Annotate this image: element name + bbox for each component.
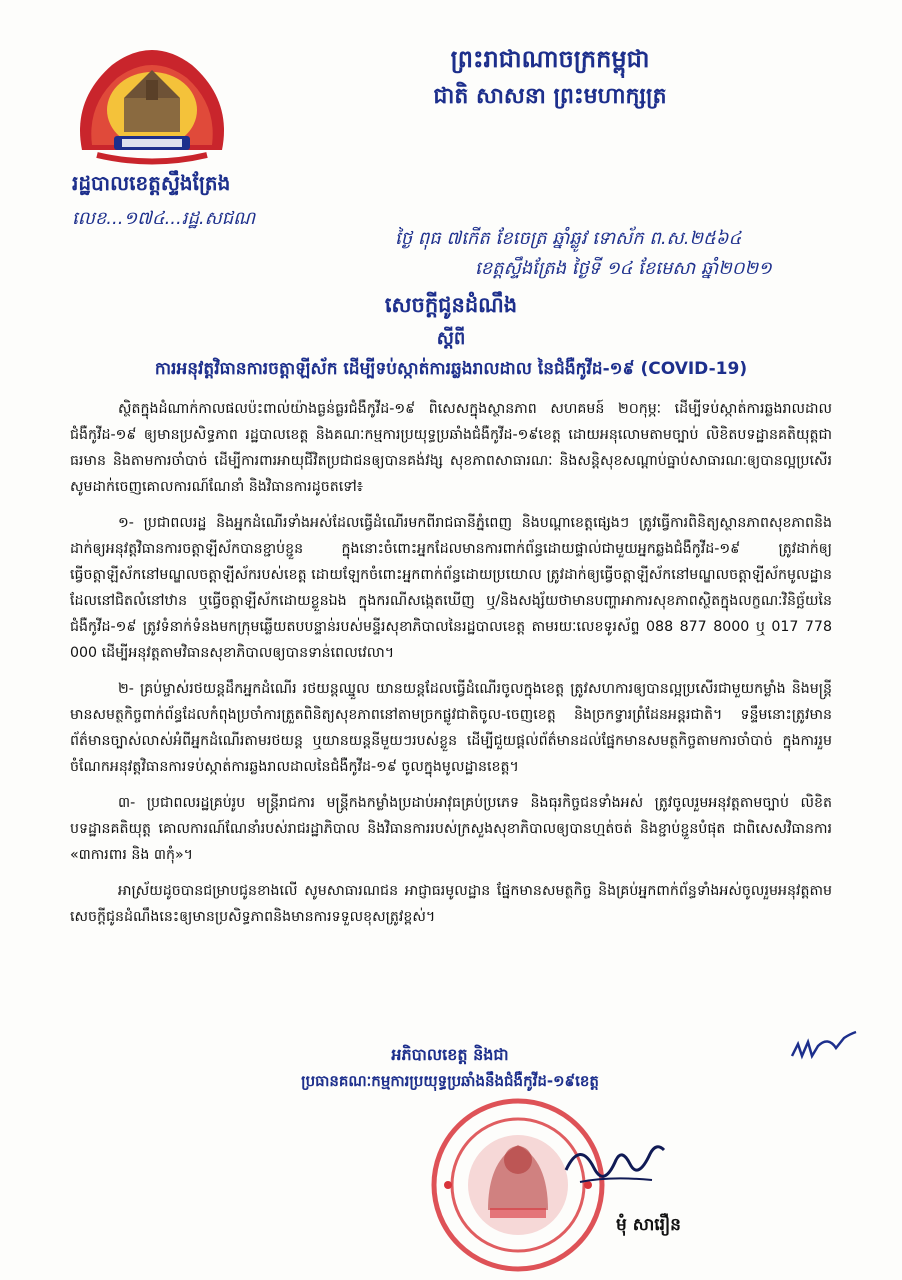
solar-date: ខេត្តស្ទឹងត្រែង ថ្ងៃទី ១៤ ខែមេសា ឆ្នាំ២០២១: [475, 258, 772, 279]
handwritten-signature: [560, 1130, 670, 1200]
notice-subtitle: ស្ដីពី: [436, 328, 466, 349]
signer-role-governor: អភិបាលខេត្ត និងជា: [391, 1045, 509, 1064]
lunar-date: ថ្ងៃ ពុធ ៧កើត ខែចេត្រ ឆ្នាំឆ្លូវ ទោស័ក ព.ស.២៥៦៤: [395, 228, 742, 249]
initials-mark: [788, 1026, 860, 1068]
national-motto: ជាតិ សាសនា ព្រះមហាក្សត្រ: [433, 84, 667, 109]
kingdom-heading: ព្រះរាជាណាចក្រកម្ពុជា: [450, 45, 650, 73]
notice-body: [70, 396, 832, 940]
reference-number: លេខ.​..១៧៤...រដ្ឋ.សជណ: [72, 208, 256, 229]
signer-name: មុំ សារឿន: [616, 1215, 681, 1235]
notice-title: សេចក្ដីជូនដំណឹង: [384, 293, 518, 317]
notice-topic: ការអនុវត្តវិធានការចត្តាឡីស័ក ដើម្បីទប់ស្កាត់ការឆ្លងរាលដាល នៃជំងឺកូវីដ-១៩ (COVID-19): [154, 359, 748, 379]
closing-paragraph: អាស្រ័យដូចបានជម្រាបជូនខាងលើ សូមសាធារណជន អាជ្ញាធរមូលដ្ឋាន ផ្នែកមានសមត្ថកិច្ច និងគ្រប់អ្នកពាក់ព័ន្ធទាំងអស់ចូលរួមអនុវត្តតាមសេចក្ដីជូនដំណឹងនេះឲ្យមានប្រសិទ្ធភាពនិងមានការទទួលខុសត្រូវខ្ពស់។: [70, 883, 832, 925]
signer-role-committee-chair: ប្រធានគណៈកម្មការប្រយុទ្ធប្រឆាំងនឹងជំងឺកូវីដ-១៩ខេត្ត: [301, 1072, 599, 1090]
intro-paragraph: ស្ថិតក្នុងដំណាក់កាលផលប៉ះពាល់យ៉ាងធ្ងន់ធ្ងរជំងឺកូវីដ-១៩ ពិសេសក្នុងស្ថានភាព សហគមន៍ ២០កុម្ភៈ ដើម្បីទប់ស្កាត់ការឆ្លងរាលដាលជំងឺកូវីដ-១៩ ឲ្យមានប្រសិទ្ធភាព រដ្ឋបាលខេត្ត និងគណៈកម្មការប្រយុទ្ធប្រឆាំងជំងឺកូវីដ-១៩ខេត្ត ដោយអនុលោមតាមច្បាប់ លិខិតបទដ្ឋានគតិយុត្តជាធរមាន និងតាមការចាំបាច់ ដើម្បីការពារអាយុជីវិតប្រជាជនឲ្យបានគង់វង្ស សុខភាពសាធារណៈ និងសន្តិសុខសណ្ដាប់ធ្នាប់សាធារណៈឲ្យបានល្អប្រសើរ សូមដាក់ចេញគោលការណ៍ណែនាំ និងវិធានការដូចតទៅ៖: [70, 401, 832, 495]
issuing-authority: រដ្ឋបាលខេត្តស្ទឹងត្រែង: [72, 171, 231, 195]
cambodia-emblem-logo: [62, 40, 242, 170]
point-1-paragraph: ១- ប្រជាពលរដ្ឋ និងអ្នកដំណើរទាំងអស់ដែលធ្វើដំណើរមកពីរាជធានីភ្នំពេញ និងបណ្ដាខេត្តផ្សេងៗ ត្រូវធ្វើការពិនិត្យស្ថានភាពសុខភាពនិងដាក់ឲ្យអនុវត្តវិធានការចត្តាឡីស័កបានខ្ជាប់ខ្ជួន ក្នុងនោះចំពោះអ្នកដែលមានការពាក់ព័ន្ធដោយផ្ទាល់ជាមួយអ្នកឆ្លងជំងឺកូវីដ-១៩ ត្រូវដាក់ឲ្យធ្វើចត្តាឡីស័កនៅមណ្ឌលចត្តាឡីស័ករបស់ខេត្ត ដោយឡែកចំពោះអ្នកពាក់ព័ន្ធដោយប្រយោល ត្រូវដាក់ឲ្យធ្វើចត្តាឡីស័កនៅមណ្ឌលចត្តាឡីស័កមូលដ្ឋានដែលនៅជិតលំនៅឋាន ឬធ្វើចត្តាឡីស័កដោយខ្លួនឯង ក្នុងករណីសង្កេតឃើញ ឬ/និងសង្ស័យថាមានបញ្ហាអាការសុខភាពស្ថិតក្នុងលក្ខណៈវិនិច្ឆ័យនៃជំងឺកូវីដ-១៩ ត្រូវទំនាក់ទំនងមកក្រុមឆ្លើយតបបន្ទាន់របស់មន្ទីរសុខាភិបាលនៃរដ្ឋបាលខេត្ត តាមរយៈលេខទូរស័ព្ទ 088 877 8000 ឬ 017 778 000 ដើម្បីអនុវត្តតាមវិធានសុខាភិបាលឲ្យបានទាន់ពេលវេលា។: [70, 515, 832, 661]
point-2-paragraph: ២- គ្រប់ម្ចាស់រថយន្តដឹកអ្នកដំណើរ រថយន្តឈ្នួល យានយន្តដែលធ្វើដំណើរចូលក្នុងខេត្ត ត្រូវសហការឲ្យបានល្អប្រសើរជាមួយកម្លាំង និងមន្ត្រីមានសមត្ថកិច្ចពាក់ព័ន្ធដែលកំពុងប្រចាំការត្រួតពិនិត្យសុខភាពនៅតាមច្រកផ្លូវជាតិចូល-ចេញខេត្ត និងច្រកទ្វារព្រំដែនអន្តរជាតិ។ ទន្ទឹមនោះត្រូវមានព័ត៌មានច្បាស់លាស់អំពីអ្នកដំណើរតាមរថយន្ត ឬយានយន្តនីមួយៗរបស់ខ្លួន ដើម្បីជួយផ្ដល់ព័ត៌មានដល់ផ្នែកមានសមត្ថកិច្ចតាមការចាំបាច់ ក្នុងការរួមចំណែកអនុវត្តវិធានការទប់ស្កាត់ការឆ្លងរាលដាលនៃជំងឺកូវីដ-១៩ ចូលក្នុងមូលដ្ឋានខេត្ត។: [70, 681, 832, 775]
point-3-paragraph: ៣- ប្រជាពលរដ្ឋគ្រប់រូប មន្ត្រីរាជការ មន្ត្រីកងកម្លាំងប្រដាប់អាវុធគ្រប់ប្រភេទ និងធុរកិច្ចជនទាំងអស់ ត្រូវចូលរួមអនុវត្តតាមច្បាប់ លិខិតបទដ្ឋានគតិយុត្ត គោលការណ៍ណែនាំរបស់រាជរដ្ឋាភិបាល និងវិធានការរបស់ក្រសួងសុខាភិបាលឲ្យបានហ្មត់ចត់ និងខ្ជាប់ខ្ជួនបំផុត ជាពិសេសវិធានការ «៣ការពារ និង ៣កុំ»។: [70, 795, 832, 863]
